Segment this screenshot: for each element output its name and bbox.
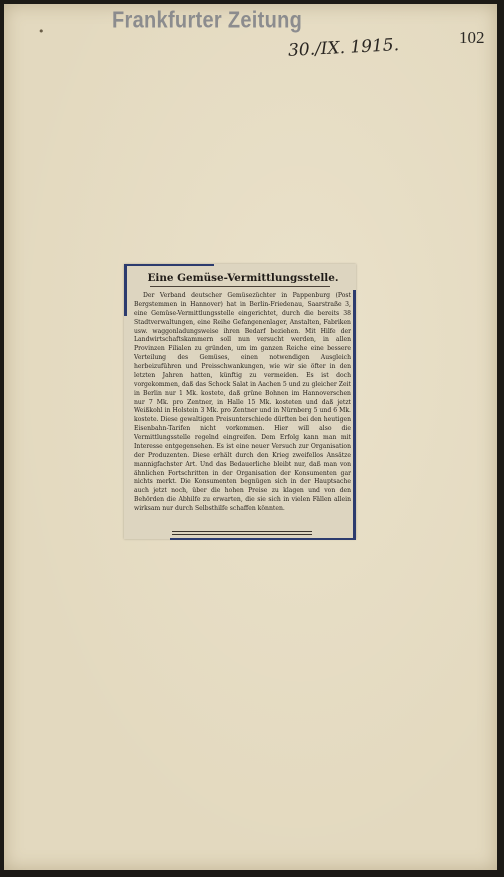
article-body	[134, 292, 351, 514]
blue-pencil-mark-right	[353, 290, 356, 538]
newspaper-stamp: Frankfurter Zeitung	[112, 8, 303, 34]
punch-mark: •	[38, 25, 45, 38]
blue-pencil-mark-bottom	[170, 538, 356, 540]
blue-pencil-mark-top	[124, 264, 214, 266]
article-paragraph: Der Verband deutscher Gemüsezüchter in Pappenburg (Post Bergstemmen in Hannover) hat in Berlin-Friedenau, Saarstraße 3, eine Gemüse-Vermittlungsstelle eingerichtet, durch die bereits 38 Stadtverwaltungen, eine Reihe Gefangenenlager, Anstalten, Fabriken usw. waggonladungsweise ihren Bedarf beziehen. Mit Hilfe der Landwirtschaftskammern soll nun versucht werden, in allen Provinzen Filialen zu gründen, um im ganzen Reiche eine bessere Verteilung des Gemüses, einen notwendigen Ausgleich herbeizuführen und Preisschwankungen, wie wir sie öfter in den letzten Jahren hatten, künftig zu vermeiden. Es ist doch vorgekommen, daß das Schock Salat in Aachen 5 und zu gleicher Zeit in Berlin nur 1 Mk. kostete, daß grüne Bohnen im Hannoverschen nur 7 Mk. pro Zentner, in Halle 15 Mk. kosteten und daß jetzt Weißkohl in Holstein 3 Mk. pro Zentner und in Nürnberg 5 und 6 Mk. kostete. Diese gewaltigen Preisunterschiede dürften bei den heutigen Eisenbahn-Tarifen nicht vorkommen. Hier will also die Vermittlungsstelle regelnd eingreifen. Dem Erfolg kann man mit Interesse entgegensehen. Es ist eine neuer Versuch zur Organisation der Produzenten. Diese erhält durch den Krieg zweifellos Ansätze mannigfachster Art. Und das Bedauerliche bleibt nur, daß man von ähnlichen Fortschritten in der Organisation der Konsumenten gar nichts merkt. Die Konsumenten begnügen sich in der Hauptsache auch jetzt noch, über die hohen Preise zu klagen und von den Behörden die Abhilfe zu erwarten, die sie sich in vielen Fällen allein wirksam nur durch Selbsthilfe schaffen könnten.	[134, 292, 351, 512]
title-rule	[150, 286, 330, 287]
handwritten-date: 30./IX. 1915.	[287, 35, 400, 61]
blue-pencil-mark-left	[124, 266, 127, 316]
page-number: 102	[459, 28, 485, 47]
article-title: Eine Gemüse-Vermittlungsstelle.	[147, 272, 339, 284]
article-end-rule	[172, 531, 312, 535]
